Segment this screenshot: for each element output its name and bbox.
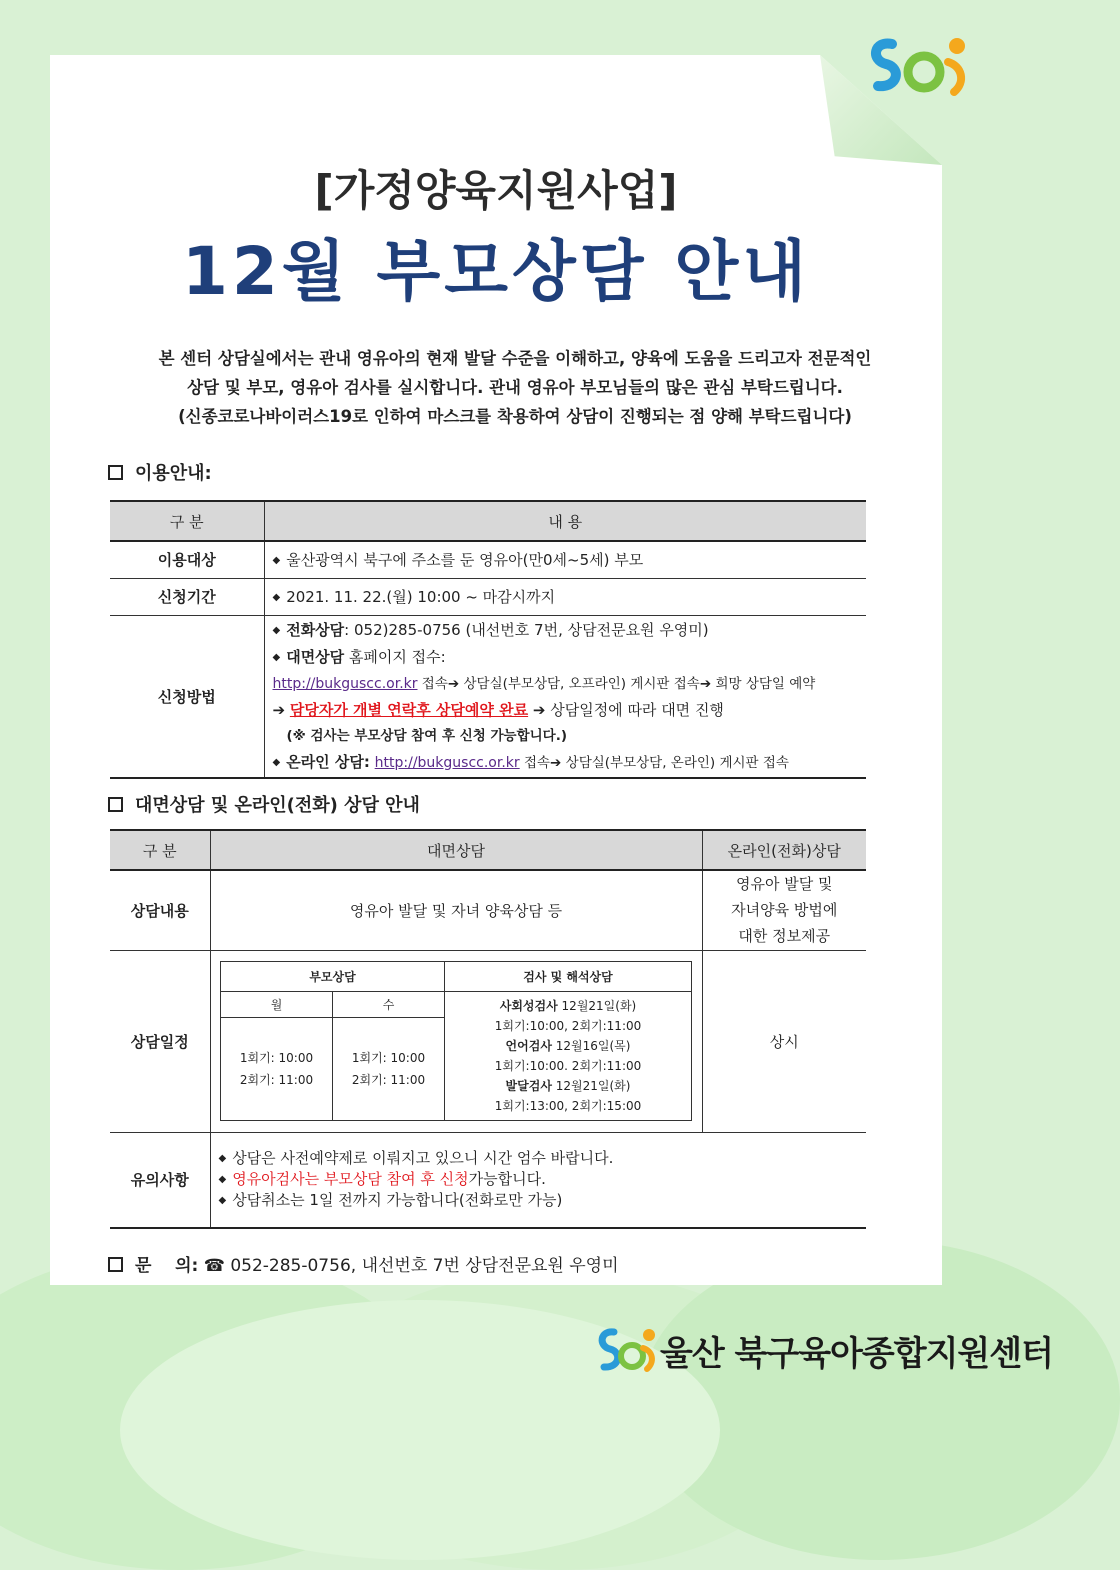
checkbox-square-icon xyxy=(108,465,123,480)
table-header-row xyxy=(110,830,866,870)
visit-text: 홈페이지 접수: xyxy=(344,647,446,666)
diamond-bullet-icon: ◆ xyxy=(272,592,281,603)
schedule-table xyxy=(220,961,692,1121)
parent-head: 부모상담 xyxy=(221,962,445,992)
diamond-bullet-icon: ◆ xyxy=(272,651,281,663)
page-title: 12월 부모상담 안내 xyxy=(181,233,811,310)
table-row xyxy=(110,578,866,615)
phone-label: 전화상담 xyxy=(286,620,345,639)
diamond-bullet-icon: ◆ xyxy=(218,1174,227,1186)
section-heading-text: 이용안내: xyxy=(135,463,212,484)
phone-text: : 052)285-0756 (내선번호 7번, 상담전문요원 우영미) xyxy=(344,620,709,639)
day-monday: 월 xyxy=(221,992,333,1018)
offline-content: 영유아 발달 및 자녀 양육상담 등 xyxy=(210,870,702,950)
contact-notice: 담당자가 개별 연락후 상담예약 완료 xyxy=(289,700,529,719)
homepage-link[interactable]: http://bukguscc.or.kr xyxy=(374,754,520,771)
section-heading-text: 대면상담 및 온라인(전화) 상담 안내 xyxy=(135,795,420,816)
day-wednesday: 수 xyxy=(333,992,445,1018)
online-content xyxy=(702,870,866,950)
header-cell: 온라인(전화)상담 xyxy=(702,830,866,870)
row-label: 상담내용 xyxy=(110,870,210,950)
visit-label: 대면상담 xyxy=(286,647,345,666)
social-date: 12월21일(화) xyxy=(561,999,637,1013)
diamond-bullet-icon: ◆ xyxy=(272,624,281,636)
table-row xyxy=(110,1132,866,1228)
online-schedule: 상시 xyxy=(702,950,866,1132)
contact-line xyxy=(108,1251,619,1276)
diamond-bullet-icon: ◆ xyxy=(272,756,281,768)
arrow-icon: ➔ xyxy=(272,700,286,719)
contact-label: 문 의: xyxy=(135,1256,199,1276)
table-header-row xyxy=(110,501,866,541)
monday-times xyxy=(221,1018,333,1121)
note-item: 가능합니다. xyxy=(468,1170,546,1189)
notes-cell xyxy=(210,1132,866,1228)
online-steps: 접속➔ 상담실(부모상담, 온라인) 게시판 접속 xyxy=(519,754,789,771)
online-label: 온라인 상담: xyxy=(286,752,370,771)
checkbox-square-icon xyxy=(108,797,123,812)
row-value xyxy=(264,541,866,578)
social-time: 1회기:10:00, 2회기:11:00 xyxy=(494,1019,642,1033)
table-row xyxy=(110,870,866,950)
session-time: 1회기: 10:00 xyxy=(351,1051,426,1065)
table-row xyxy=(110,541,866,578)
homepage-link[interactable]: http://bukguscc.or.kr xyxy=(272,675,418,692)
table-row xyxy=(110,615,866,778)
schedule-cell xyxy=(210,950,702,1132)
usage-table xyxy=(110,500,866,779)
section-heading-counsel xyxy=(108,791,420,817)
row-label: 신청방법 xyxy=(110,615,264,778)
checkbox-square-icon xyxy=(108,1257,123,1272)
dev-label: 발달검사 xyxy=(505,1079,552,1093)
session-time: 1회기: 10:00 xyxy=(239,1051,314,1065)
wednesday-times xyxy=(333,1018,445,1121)
online-content-line: 대한 정보제공 xyxy=(738,927,831,946)
test-head: 검사 및 해석상담 xyxy=(445,962,692,992)
header-cell: 대면상담 xyxy=(210,830,702,870)
row-label: 신청기간 xyxy=(110,578,264,615)
target-text: 울산광역시 북구에 주소를 둔 영유아(만0세~5세) 부모 xyxy=(286,551,644,570)
online-content-line: 영유아 발달 및 xyxy=(736,875,833,894)
counsel-table xyxy=(110,829,866,1229)
diamond-bullet-icon: ◆ xyxy=(272,555,281,567)
header-cell: 구 분 xyxy=(110,501,264,541)
lang-label: 언어검사 xyxy=(505,1039,552,1053)
intro-text xyxy=(100,344,930,431)
social-label: 사회성검사 xyxy=(499,999,558,1013)
dev-time: 1회기:13:00, 2회기:15:00 xyxy=(494,1099,642,1113)
online-content-line: 자녀양육 방법에 xyxy=(731,901,838,920)
intro-line: 본 센터 상담실에서는 관내 영유아의 현재 발달 수준을 이해하고, 양육에 도움을 드리고자 전문적인 xyxy=(158,349,872,368)
dev-date: 12월21일(화) xyxy=(555,1079,631,1093)
contact-after: ➔ 상담일정에 따라 대면 진행 xyxy=(532,700,724,719)
test-schedule xyxy=(445,992,692,1121)
row-label: 유의사항 xyxy=(110,1132,210,1228)
diamond-bullet-icon: ◆ xyxy=(218,1195,227,1207)
header-cell: 내 용 xyxy=(264,501,866,541)
note-item: 상담취소는 1일 전까지 가능합니다(전화로만 가능) xyxy=(232,1191,563,1210)
session-time: 2회기: 11:00 xyxy=(239,1073,314,1087)
row-label: 상담일정 xyxy=(110,950,210,1132)
note-item-red: 영유아검사는 부모상담 참여 후 신청 xyxy=(232,1170,469,1189)
footer-org-name: 울산 북구육아종합지원센터 xyxy=(660,1334,1053,1374)
test-note: (※ 검사는 부모상담 참여 후 신청 가능합니다.) xyxy=(286,727,567,744)
header-cell: 구 분 xyxy=(110,830,210,870)
footer-logo xyxy=(594,1322,1053,1378)
session-time: 2회기: 11:00 xyxy=(351,1073,426,1087)
row-value xyxy=(264,615,866,778)
page-subtitle: [가정양육지원사업] xyxy=(314,166,678,215)
center-logo-icon xyxy=(862,30,977,102)
period-text: 2021. 11. 22.(월) 10:00 ~ 마감시까지 xyxy=(286,588,556,606)
row-value xyxy=(264,578,866,615)
intro-line: 상담 및 부모, 영유아 검사를 실시합니다. 관내 영유아 부모님들의 많은 관심 부탁드립니다. xyxy=(187,378,843,397)
lang-time: 1회기:10:00. 2회기:11:00 xyxy=(494,1059,642,1073)
note-item: 상담은 사전예약제로 이뤄지고 있으니 시간 엄수 바랍니다. xyxy=(232,1149,614,1168)
diamond-bullet-icon: ◆ xyxy=(218,1153,227,1165)
intro-line: (신종코로나바이러스19로 인하여 마스크를 착용하여 상담이 진행되는 점 양해 부탁드립니다) xyxy=(178,407,852,426)
contact-text: 052-285-0756, 내선번호 7번 상담전문요원 우영미 xyxy=(230,1256,619,1276)
row-label: 이용대상 xyxy=(110,541,264,578)
section-heading-usage xyxy=(108,459,212,485)
center-logo-icon xyxy=(594,1322,658,1378)
visit-steps: 접속➔ 상담실(부모상담, 오프라인) 게시판 접속➔ 희망 상담일 예약 xyxy=(417,675,816,692)
lang-date: 12월16일(목) xyxy=(555,1039,631,1053)
table-row xyxy=(110,950,866,1132)
phone-icon: ☎ xyxy=(203,1256,225,1276)
